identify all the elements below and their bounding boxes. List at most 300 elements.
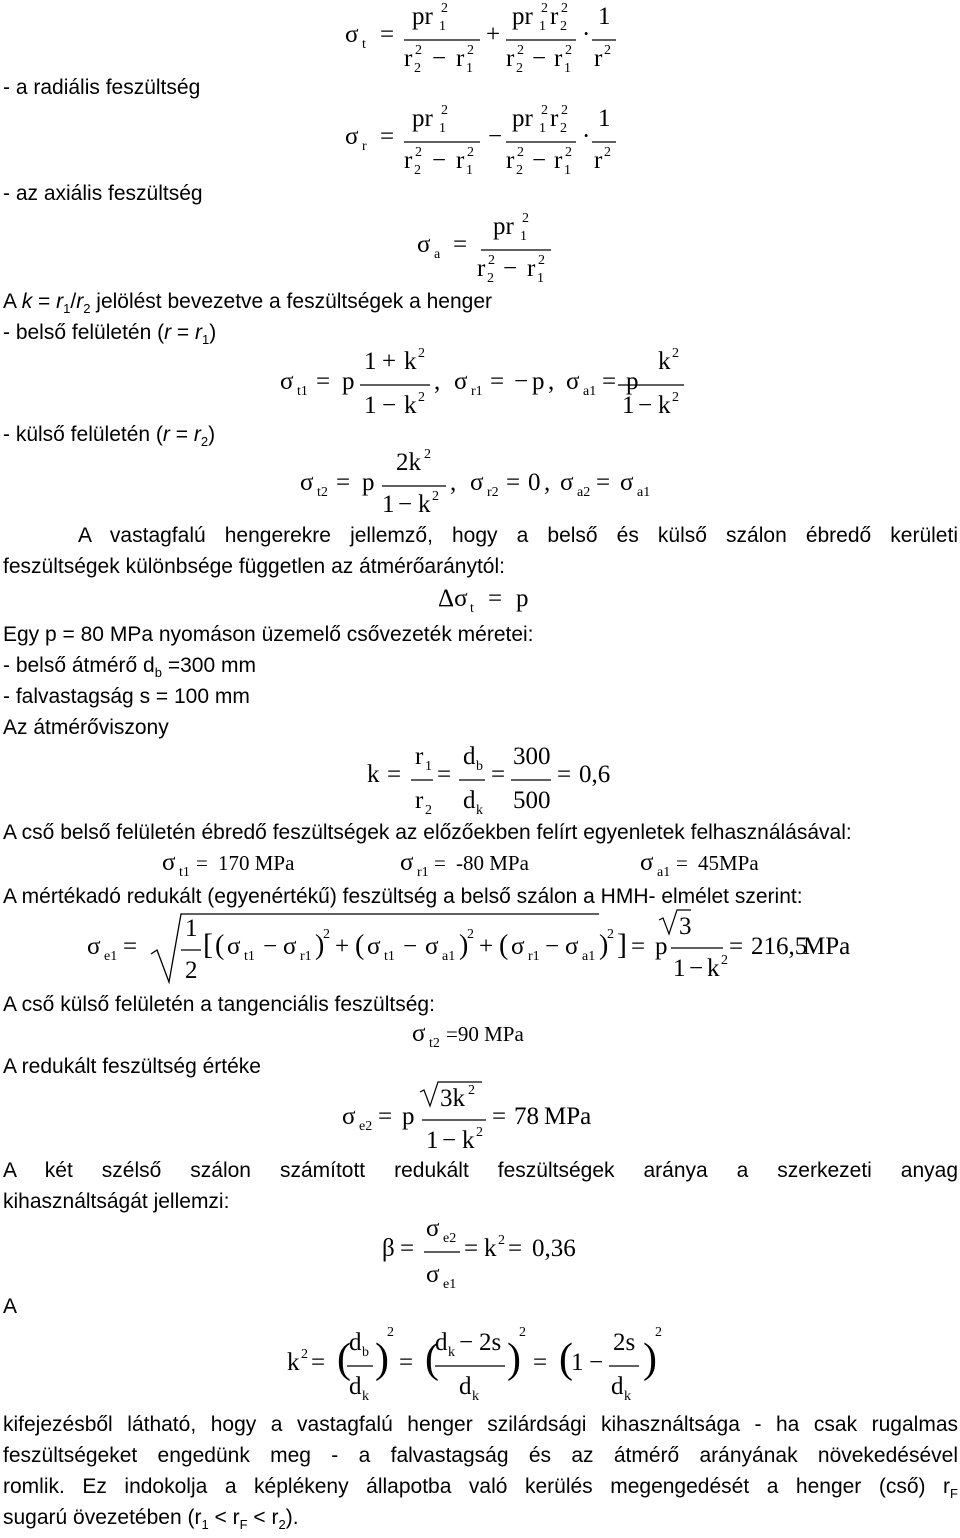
- svg-text:r: r: [554, 147, 563, 174]
- svg-text:t: t: [362, 37, 366, 52]
- svg-text:p: p: [516, 585, 529, 612]
- beta-value: 0,36: [532, 1235, 576, 1262]
- inner-close: ): [209, 321, 217, 344]
- svg-text:): ): [643, 1336, 657, 1382]
- svg-text:2: 2: [415, 43, 422, 58]
- c4-e: < r: [247, 1506, 279, 1529]
- svg-text:e2: e2: [359, 1119, 373, 1134]
- svg-text:r: r: [456, 45, 465, 72]
- svg-text:k: k: [462, 1127, 475, 1154]
- svg-text:r: r: [477, 255, 486, 282]
- svg-text:a1: a1: [582, 949, 596, 964]
- k-squared-formula: [285, 1318, 675, 1410]
- radial-stress-label: - a radiális feszültség: [3, 76, 201, 99]
- outer-sub: 2: [200, 434, 209, 450]
- svg-text:1: 1: [537, 271, 544, 286]
- svg-text:=: =: [311, 1349, 326, 1376]
- svg-text:r: r: [506, 147, 515, 174]
- svg-text:1: 1: [539, 121, 546, 136]
- conclusion-line-1: kifejezésből látható, hogy a vastagfalú henger szilárdsági kihasználtsága - ha csak rugalmas: [3, 1413, 958, 1436]
- svg-text:σ: σ: [367, 933, 381, 960]
- svg-text:1: 1: [364, 392, 377, 419]
- svg-text:r: r: [527, 255, 536, 282]
- svg-text:·: ·: [582, 21, 591, 48]
- svg-text:r1: r1: [471, 384, 483, 399]
- svg-text:=: =: [533, 1349, 548, 1376]
- svg-text:d: d: [435, 1329, 448, 1356]
- svg-text:2s: 2s: [479, 1329, 502, 1356]
- conclusion-line-2: feszültségeket engedünk meg - a falvastagság és az átmérő arányának növekedésével: [3, 1444, 958, 1467]
- ratio-paragraph: A két szélső szálon számított redukált feszültségek aránya a szerkezeti anyag: [3, 1159, 958, 1182]
- svg-text:=: =: [434, 851, 446, 875]
- svg-text:k: k: [476, 803, 483, 818]
- inner-stresses-formula: [278, 345, 688, 425]
- inner-diam-a: - belső átmérő d: [3, 654, 155, 677]
- svg-text:−: −: [545, 933, 560, 960]
- svg-text:r: r: [550, 3, 559, 30]
- svg-text:k: k: [404, 392, 417, 419]
- svg-text:2: 2: [560, 19, 567, 34]
- svg-text:2k: 2k: [396, 449, 421, 476]
- svg-text:−: −: [514, 368, 529, 395]
- inner-diam-sub: b: [154, 665, 162, 681]
- svg-text:σ: σ: [283, 933, 297, 960]
- svg-text:p: p: [362, 469, 375, 496]
- svg-text:k: k: [472, 1389, 479, 1404]
- svg-text:b: b: [362, 1345, 369, 1360]
- svg-text:2: 2: [541, 103, 548, 118]
- svg-text:r1: r1: [417, 865, 429, 880]
- svg-text:−: −: [403, 933, 418, 960]
- svg-text:2: 2: [185, 957, 198, 984]
- svg-text:−: −: [589, 1349, 604, 1376]
- svg-text:−: −: [382, 392, 397, 419]
- svg-text:(: (: [337, 1336, 351, 1382]
- delta-sigma-formula: [436, 578, 546, 618]
- svg-text:r: r: [506, 45, 515, 72]
- svg-text:=: =: [453, 231, 468, 258]
- svg-text:r: r: [594, 45, 603, 72]
- svg-text:2: 2: [418, 346, 425, 361]
- svg-text:2: 2: [414, 61, 421, 76]
- svg-text:2: 2: [301, 1347, 308, 1362]
- svg-text:σ: σ: [454, 368, 468, 395]
- example-intro: Egy p = 80 MPa nyomáson üzemelő csővezeték méretei:: [3, 623, 534, 646]
- svg-text:σ: σ: [345, 123, 359, 150]
- svg-text:−: −: [459, 1329, 474, 1356]
- svg-text:2: 2: [441, 103, 448, 118]
- svg-text:=: =: [378, 1103, 393, 1130]
- sigma-a-formula: [415, 208, 555, 288]
- svg-text:(: (: [215, 930, 225, 961]
- inner-r2: r: [195, 321, 203, 344]
- svg-text:=: =: [380, 123, 395, 150]
- k-value: 0,6: [579, 761, 611, 788]
- svg-text:2: 2: [425, 803, 432, 818]
- svg-text:−: −: [263, 933, 278, 960]
- r-symbol-2: r: [76, 290, 84, 313]
- svg-text:−: −: [689, 955, 704, 982]
- svg-text:σ: σ: [565, 933, 579, 960]
- inner-sub: 1: [202, 332, 210, 348]
- svg-text:2: 2: [418, 390, 425, 405]
- svg-text:σ: σ: [470, 469, 484, 496]
- c4-f: 2: [278, 1517, 286, 1533]
- svg-text:σ: σ: [280, 368, 294, 395]
- svg-text:·: ·: [582, 123, 591, 150]
- svg-text:,: ,: [544, 469, 551, 496]
- svg-text:2: 2: [488, 253, 495, 268]
- svg-text:d: d: [349, 1329, 362, 1356]
- svg-text:σ: σ: [640, 849, 654, 876]
- svg-text:2: 2: [476, 1125, 483, 1140]
- svg-text:): ): [599, 930, 609, 961]
- svg-text:3k: 3k: [440, 1085, 465, 1112]
- svg-text:t1: t1: [179, 865, 190, 880]
- conclusion-3-sub: F: [950, 1486, 958, 1502]
- reduced-hmh-paragraph: A mértékadó redukált (egyenértékű) feszültség a belső szálon a HMH- elmélet szerint:: [3, 885, 803, 908]
- svg-text:2: 2: [519, 1325, 526, 1340]
- svg-text:=: =: [631, 933, 646, 960]
- svg-text:e1: e1: [443, 1277, 457, 1292]
- svg-text:=: =: [123, 933, 138, 960]
- svg-text:t2: t2: [317, 485, 328, 500]
- svg-text:2: 2: [415, 145, 422, 160]
- svg-text:σ: σ: [87, 933, 101, 960]
- svg-text:σ: σ: [400, 849, 414, 876]
- k-intro-eq: =: [32, 290, 57, 313]
- svg-text:1: 1: [466, 163, 473, 178]
- conclusion-3-text: romlik. Ez indokolja a képlékeny állapotba való kerülés megengedését a henger (cső) r: [3, 1475, 951, 1498]
- svg-text:,: ,: [450, 469, 457, 496]
- svg-text:a2: a2: [577, 485, 591, 500]
- beta-formula: [380, 1210, 600, 1296]
- svg-text:a1: a1: [657, 865, 671, 880]
- svg-text:σ: σ: [412, 1020, 426, 1047]
- k-intro-rest: jelölést bevezetve a feszültségek a henger: [90, 290, 493, 313]
- svg-text:2: 2: [516, 61, 523, 76]
- svg-text:1: 1: [520, 229, 527, 244]
- svg-text:k: k: [418, 491, 431, 518]
- conclusion-line-3: [3, 1474, 958, 1507]
- svg-text:1: 1: [364, 348, 377, 375]
- outer-close: ): [208, 423, 216, 446]
- svg-text:k: k: [287, 1349, 300, 1376]
- svg-text:k: k: [362, 1389, 369, 1404]
- svg-text:2: 2: [517, 145, 524, 160]
- sigma-e2-unit: MPa: [544, 1103, 592, 1130]
- svg-text:d: d: [349, 1373, 362, 1400]
- c4-g: ).: [285, 1506, 299, 1529]
- svg-text:−: −: [503, 255, 518, 282]
- svg-text:σ: σ: [417, 231, 431, 258]
- slash: /: [70, 290, 77, 313]
- svg-text:2: 2: [441, 1, 448, 16]
- svg-text:pr: pr: [493, 213, 514, 240]
- svg-text:3: 3: [679, 913, 692, 940]
- svg-text:p: p: [532, 368, 545, 395]
- svg-text:k: k: [624, 1389, 631, 1404]
- svg-text:r: r: [404, 45, 413, 72]
- svg-text:2: 2: [561, 1, 568, 16]
- svg-text:1: 1: [598, 105, 611, 132]
- sigma-t1-value: 170 MPa: [218, 851, 295, 875]
- svg-text:0: 0: [528, 469, 541, 496]
- svg-text:2: 2: [424, 448, 431, 462]
- svg-text:=: =: [387, 761, 402, 788]
- svg-text:(: (: [499, 930, 509, 961]
- inner-eq: =: [171, 321, 196, 344]
- svg-text:−: −: [532, 45, 547, 72]
- svg-text:σ: σ: [620, 469, 634, 496]
- svg-text:1: 1: [539, 19, 546, 34]
- svg-text:r: r: [362, 139, 367, 154]
- svg-text:1: 1: [185, 915, 198, 942]
- inner-a: - belső felületén (: [3, 321, 165, 344]
- svg-text:): ): [459, 930, 469, 961]
- svg-text:r: r: [594, 147, 603, 174]
- svg-text:1: 1: [426, 1127, 439, 1154]
- svg-text:2: 2: [672, 346, 679, 361]
- c4-d: F: [239, 1517, 248, 1533]
- svg-text:−: −: [442, 1127, 457, 1154]
- svg-text:(: (: [355, 930, 365, 961]
- svg-text:2: 2: [498, 1233, 505, 1248]
- svg-text:1: 1: [439, 19, 446, 34]
- svg-text:a1: a1: [637, 485, 651, 500]
- svg-text:a1: a1: [583, 384, 597, 399]
- svg-text:a: a: [434, 247, 441, 262]
- svg-text:σ: σ: [342, 1103, 356, 1130]
- outer-tangential-paragraph: A cső külső felületén a tangenciális feszültség:: [3, 993, 435, 1016]
- thick-wall-paragraph: A vastagfalú hengerekre jellemző, hogy a belső és külső szálon ébredő kerületi: [78, 524, 958, 547]
- conclusion-line-4: [3, 1505, 299, 1538]
- svg-text:=: =: [399, 1349, 414, 1376]
- svg-text:σ: σ: [426, 1261, 440, 1288]
- outer-r: r: [162, 423, 170, 446]
- svg-text:k: k: [448, 1345, 455, 1360]
- svg-text:t1: t1: [244, 949, 255, 964]
- svg-text:1: 1: [564, 61, 571, 76]
- sigma-e1-formula: [85, 908, 855, 988]
- svg-text:=: =: [676, 851, 688, 875]
- svg-text:+: +: [486, 21, 501, 48]
- svg-text:e1: e1: [104, 949, 118, 964]
- outer-surface-label: [3, 422, 215, 455]
- svg-text:): ): [375, 1336, 389, 1382]
- svg-text:d: d: [459, 1373, 472, 1400]
- svg-text:σ: σ: [425, 933, 439, 960]
- svg-text:2: 2: [323, 927, 330, 942]
- svg-text:a1: a1: [442, 949, 456, 964]
- sigma-e1-value: 216,5: [751, 933, 808, 960]
- sigma-e1-unit: MPa: [803, 933, 851, 960]
- svg-text:e2: e2: [443, 1231, 457, 1246]
- outer-eq: =: [169, 423, 194, 446]
- svg-text:d: d: [611, 1373, 624, 1400]
- svg-text:2: 2: [517, 43, 524, 58]
- k-ratio-formula: [365, 738, 615, 818]
- svg-text:r: r: [550, 105, 559, 132]
- svg-text:σ: σ: [227, 933, 241, 960]
- svg-text:2: 2: [607, 927, 614, 942]
- svg-text:σ: σ: [511, 933, 525, 960]
- svg-text:2: 2: [655, 1325, 662, 1340]
- svg-text:2: 2: [467, 927, 474, 942]
- svg-text:1: 1: [425, 759, 432, 774]
- svg-text:t: t: [470, 601, 474, 616]
- svg-text:β: β: [382, 1235, 395, 1262]
- svg-text:r: r: [404, 147, 413, 174]
- c4-a: sugarú övezetében (r: [3, 1506, 202, 1529]
- svg-text:pr: pr: [412, 105, 433, 132]
- svg-text:t1: t1: [384, 949, 395, 964]
- svg-text:=: =: [492, 1103, 507, 1130]
- svg-text:1: 1: [564, 163, 571, 178]
- svg-text:t1: t1: [297, 384, 308, 399]
- svg-text:=: =: [491, 761, 506, 788]
- inner-diameter-line: [3, 653, 256, 686]
- sub-2: 2: [83, 301, 91, 317]
- svg-text:+: +: [479, 933, 494, 960]
- svg-text:2: 2: [541, 1, 548, 16]
- svg-text:2: 2: [387, 1325, 394, 1340]
- svg-text:−: −: [488, 123, 503, 150]
- svg-text:σ: σ: [300, 469, 314, 496]
- svg-text:2: 2: [516, 163, 523, 178]
- svg-text:1: 1: [598, 3, 611, 30]
- svg-text:σ: σ: [162, 849, 176, 876]
- inner-surface-label: [3, 320, 216, 353]
- svg-text:p: p: [342, 368, 355, 395]
- svg-text:d: d: [463, 787, 476, 814]
- svg-text:1: 1: [571, 1349, 584, 1376]
- svg-text:2: 2: [538, 253, 545, 268]
- svg-text:2: 2: [604, 145, 611, 160]
- svg-text:=: =: [316, 368, 331, 395]
- sigma-t2-row: [410, 1017, 610, 1053]
- svg-text:k: k: [404, 348, 417, 375]
- svg-text:=: =: [196, 851, 208, 875]
- sigma-t2-value: =90 MPa: [446, 1022, 524, 1046]
- svg-text:=: =: [336, 469, 351, 496]
- svg-text:+: +: [382, 348, 397, 375]
- diameter-ratio-label: Az átmérőviszony: [3, 716, 169, 739]
- svg-text:+: +: [335, 933, 350, 960]
- svg-text:=: =: [557, 761, 572, 788]
- a-alone: A: [3, 1295, 18, 1318]
- k-symbol: k: [21, 290, 33, 313]
- svg-text:−: −: [432, 147, 447, 174]
- sigma-e2-formula: [340, 1078, 620, 1158]
- axial-stress-label: - az axiális feszültség: [3, 182, 203, 205]
- reduced-value-paragraph: A redukált feszültség értéke: [3, 1055, 261, 1078]
- outer-a: - külső felületén (: [3, 423, 163, 446]
- wall-thickness-line: - falvastagság s = 100 mm: [3, 685, 250, 708]
- svg-text:=: =: [464, 1235, 479, 1262]
- svg-text:2: 2: [487, 271, 494, 286]
- c4-b: 1: [201, 1517, 209, 1533]
- k-numerator: 300: [513, 743, 551, 770]
- svg-text:2: 2: [467, 43, 474, 58]
- svg-text:σ: σ: [426, 1215, 440, 1242]
- svg-text:2: 2: [414, 163, 421, 178]
- svg-text:r2: r2: [487, 485, 499, 500]
- svg-text:=: =: [729, 933, 744, 960]
- svg-text:k: k: [707, 955, 720, 982]
- svg-text:1: 1: [466, 61, 473, 76]
- svg-text:b: b: [476, 759, 483, 774]
- svg-text:k: k: [484, 1235, 497, 1262]
- ratio-paragraph-2: kihasználtságát jellemzi:: [3, 1190, 230, 1213]
- svg-text:=: =: [400, 1235, 415, 1262]
- svg-text:2: 2: [467, 145, 474, 160]
- inner-surface-paragraph: A cső belső felületén ébredő feszültségek az előzőekben felírt egyenletek felhasználásával:: [3, 821, 852, 844]
- svg-text:2: 2: [522, 211, 529, 226]
- svg-text:2: 2: [561, 103, 568, 118]
- sigma-a1-value: 45MPa: [698, 851, 759, 875]
- svg-text:pr: pr: [512, 105, 533, 132]
- svg-text:σ: σ: [560, 469, 574, 496]
- svg-text:pr: pr: [512, 3, 533, 30]
- svg-text:t2: t2: [429, 1036, 440, 1051]
- svg-text:2: 2: [721, 953, 728, 968]
- svg-text:2: 2: [565, 43, 572, 58]
- svg-text:): ): [315, 930, 325, 961]
- svg-text:2: 2: [672, 390, 679, 405]
- svg-text:p: p: [655, 933, 668, 960]
- outer-r2: r: [193, 423, 201, 446]
- thick-wall-paragraph-2: feszültségek különbsége független az átmérőaránytól:: [3, 555, 505, 578]
- svg-text:1: 1: [622, 392, 635, 419]
- svg-text:−: −: [432, 45, 447, 72]
- sigma-t-formula: [340, 0, 620, 78]
- inner-diam-value: =300 mm: [161, 654, 256, 677]
- svg-text:=: =: [380, 21, 395, 48]
- r-symbol: r: [56, 290, 64, 313]
- svg-text:p: p: [626, 368, 639, 395]
- c4-c: < r: [208, 1506, 240, 1529]
- svg-text:k: k: [658, 392, 671, 419]
- svg-text:r1: r1: [300, 949, 312, 964]
- svg-text:=: =: [508, 1235, 523, 1262]
- svg-text:p: p: [402, 1103, 415, 1130]
- svg-text:2: 2: [432, 489, 439, 504]
- svg-text:2: 2: [604, 43, 611, 58]
- svg-text:=: =: [506, 469, 521, 496]
- svg-text:=: =: [602, 368, 617, 395]
- k-intro-a: A: [3, 290, 22, 313]
- sigma-r1-value: -80 MPa: [456, 851, 529, 875]
- sub-1: 1: [63, 301, 71, 317]
- outer-stresses-formula: [298, 448, 668, 520]
- svg-text:r1: r1: [528, 949, 540, 964]
- svg-text:r: r: [456, 147, 465, 174]
- svg-text:=: =: [488, 585, 503, 612]
- svg-text:(: (: [425, 1336, 439, 1382]
- svg-text:Δσ: Δσ: [438, 585, 468, 612]
- svg-text:r: r: [554, 45, 563, 72]
- svg-text:=: =: [596, 469, 611, 496]
- inner-r: r: [164, 321, 172, 344]
- svg-text:σ: σ: [345, 21, 359, 48]
- svg-text:k: k: [367, 761, 380, 788]
- svg-text:,: ,: [548, 368, 555, 395]
- svg-text:2: 2: [468, 1083, 475, 1098]
- svg-text:(: (: [559, 1336, 573, 1382]
- svg-text:): ): [507, 1336, 521, 1382]
- k-definition-line: [3, 289, 492, 322]
